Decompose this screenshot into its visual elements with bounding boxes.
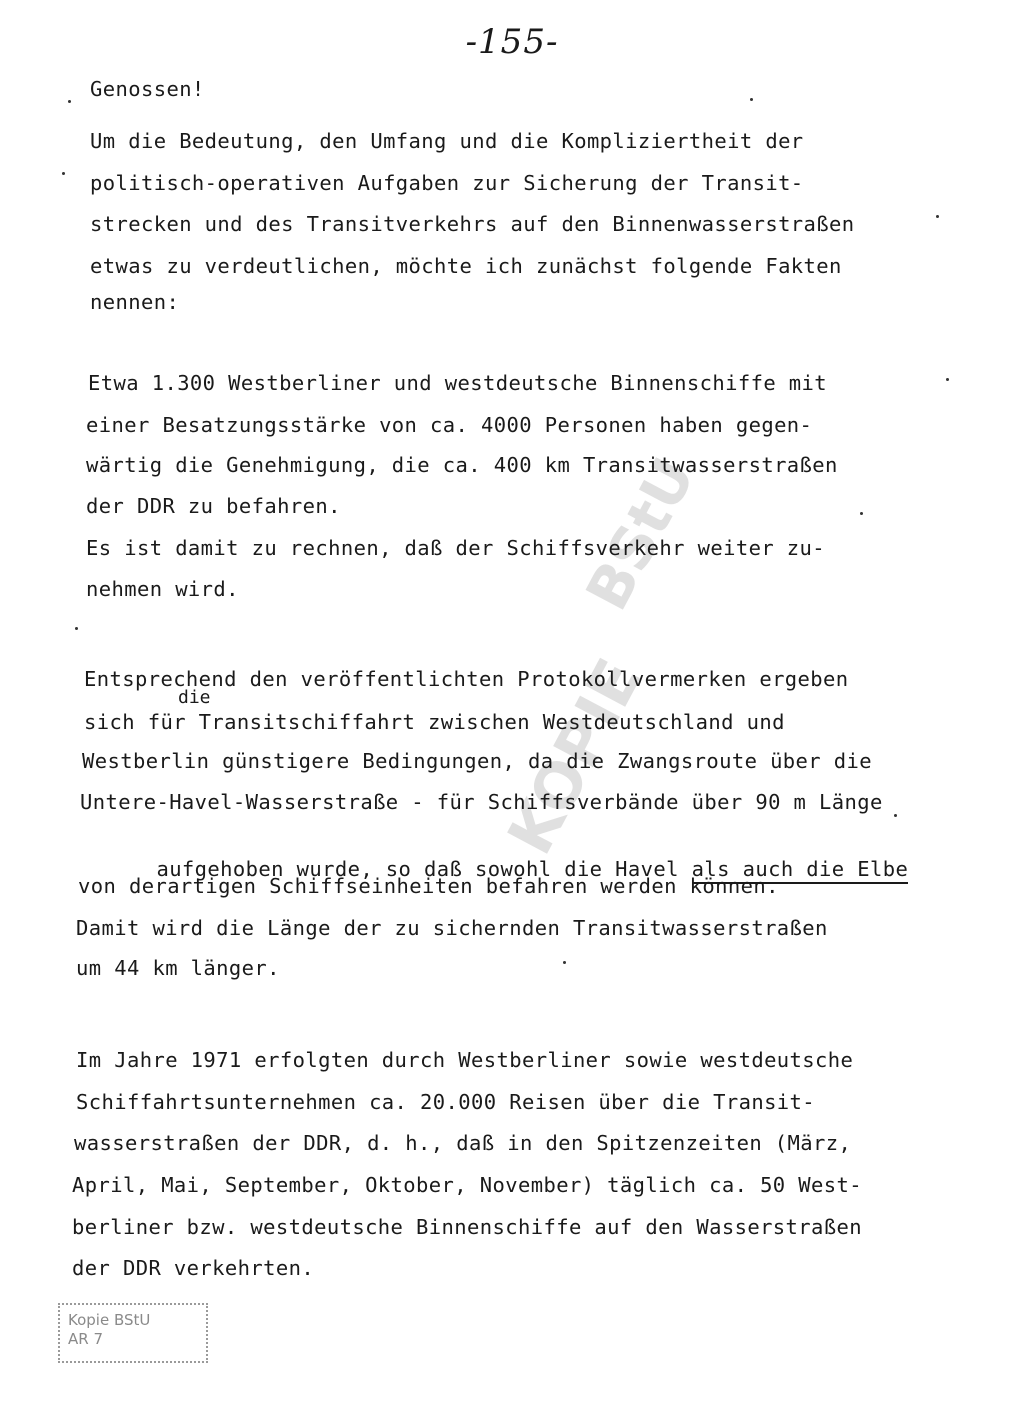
- text-line: Etwa 1.300 Westberliner und westdeutsche Binnenschiffe mit: [88, 371, 828, 395]
- text-line: April, Mai, September, Oktober, November) täglich ca. 50 West-: [72, 1173, 863, 1197]
- text-line: strecken und des Transitverkehrs auf den Binnenwasserstraßen: [90, 212, 855, 236]
- scan-speck: [68, 100, 71, 103]
- scan-speck: [946, 378, 949, 381]
- text-segment: aufgehoben wurde, so daß sowohl die Havel: [156, 857, 692, 881]
- text-line: Untere-Havel-Wasserstraße - für Schiffsverbände über 90 m Länge: [80, 790, 883, 814]
- scan-speck: [750, 98, 753, 101]
- stamp-line: Kopie BStU: [68, 1311, 151, 1329]
- archive-stamp: [58, 1303, 208, 1363]
- text-line: Damit wird die Länge der zu sichernden Transitwasserstraßen: [76, 916, 828, 940]
- text-line: wasserstraßen der DDR, d. h., daß in den Spitzenzeiten (März,: [74, 1131, 852, 1155]
- text-line: Schiffahrtsunternehmen ca. 20.000 Reisen über die Transit-: [76, 1090, 816, 1114]
- stamp-line: AR 7: [68, 1330, 103, 1348]
- text-line: Im Jahre 1971 erfolgten durch Westberliner sowie westdeutsche: [76, 1048, 854, 1072]
- handwritten-insertion: die: [178, 687, 211, 708]
- text-line: der DDR verkehrten.: [72, 1256, 315, 1280]
- scan-speck: [860, 512, 863, 515]
- text-line: von derartigen Schiffseinheiten befahren werden können.: [78, 874, 779, 898]
- scan-speck: [894, 814, 897, 817]
- greeting: Genossen!: [90, 77, 205, 101]
- text-line: nennen:: [90, 290, 180, 314]
- underlined-text: als auch die Elbe: [692, 857, 909, 884]
- kopie-watermark: KOPIE: [493, 647, 656, 866]
- text-line: nehmen wird.: [86, 577, 239, 601]
- text-line: einer Besatzungsstärke von ca. 4000 Personen haben gegen-: [86, 413, 813, 437]
- bstu-watermark: BStU: [572, 447, 709, 621]
- text-line: wärtig die Genehmigung, die ca. 400 km Transitwasserstraßen: [86, 453, 838, 477]
- scan-speck: [75, 627, 78, 630]
- page-number: -155-: [465, 22, 559, 62]
- scan-speck: [563, 961, 566, 964]
- text-line: Entsprechend den veröffentlichten Protokollvermerken ergeben: [84, 667, 849, 691]
- text-line: Westberlin günstigere Bedingungen, da die Zwangsroute über die: [82, 749, 873, 773]
- text-line: berliner bzw. westdeutsche Binnenschiffe auf den Wasserstraßen: [72, 1215, 863, 1239]
- text-line: sich für Transitschiffahrt zwischen Westdeutschland und: [84, 710, 785, 734]
- text-line: um 44 km länger.: [76, 956, 280, 980]
- text-line: etwas zu verdeutlichen, möchte ich zunächst folgende Fakten: [90, 254, 842, 278]
- text-line: politisch-operativen Aufgaben zur Sicherung der Transit-: [90, 171, 804, 195]
- text-line: der DDR zu befahren.: [86, 494, 341, 518]
- text-line: Es ist damit zu rechnen, daß der Schiffsverkehr weiter zu-: [86, 536, 826, 560]
- scan-speck: [936, 215, 939, 218]
- scan-speck: [62, 172, 65, 175]
- text-line: Um die Bedeutung, den Umfang und die Kompliziertheit der: [90, 129, 804, 153]
